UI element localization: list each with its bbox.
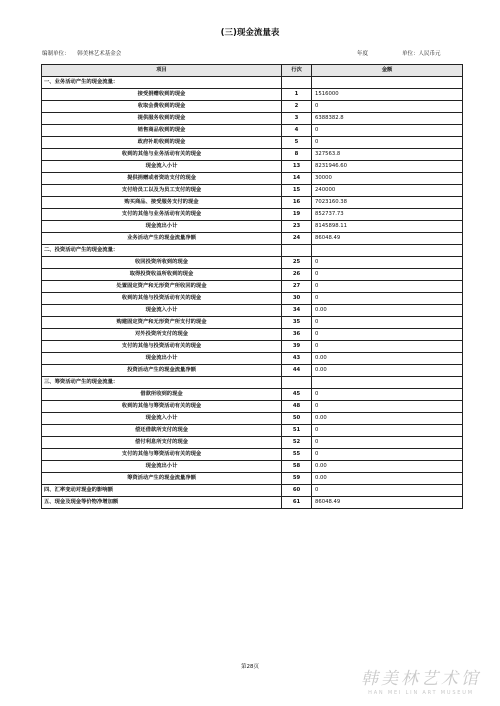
line-number-cell: 8 [282, 149, 312, 161]
amount-cell: 0.00 [312, 413, 463, 425]
table-row [42, 209, 463, 221]
amount-cell: 0 [312, 293, 463, 305]
table-row [42, 437, 463, 449]
amount-cell: 0 [312, 329, 463, 341]
line-number-cell: 60 [282, 485, 312, 497]
line-number-cell: 43 [282, 353, 312, 365]
page-title: (三)现金流量表 [220, 28, 280, 38]
item-cell: 支付的其他与投资活动有关的现金 [42, 341, 282, 353]
table-row [42, 389, 463, 401]
table-row [42, 173, 463, 185]
line-number-cell: 51 [282, 425, 312, 437]
section-row [42, 77, 463, 89]
line-number-cell: 34 [282, 305, 312, 317]
amount-cell: 86048.49 [312, 233, 463, 245]
item-cell: 偿付利息所支付的现金 [42, 437, 282, 449]
line-number-cell: 14 [282, 173, 312, 185]
amount-cell: 0 [312, 269, 463, 281]
line-number-cell: 35 [282, 317, 312, 329]
section-row [42, 497, 463, 509]
table-row [42, 461, 463, 473]
section-row [42, 245, 463, 257]
amount-cell: 0.00 [312, 461, 463, 473]
line-number-cell: 45 [282, 389, 312, 401]
table-row [42, 197, 463, 209]
line-number-cell [282, 77, 312, 89]
table-row [42, 89, 463, 101]
cash-flow-table [41, 64, 463, 509]
amount-cell: 86048.49 [312, 497, 463, 509]
item-cell: 一、业务活动产生的现金流量： [42, 77, 282, 89]
table-row [42, 317, 463, 329]
section-row [42, 485, 463, 497]
item-cell: 取得投资收益所收到的现金 [42, 269, 282, 281]
line-number-cell: 24 [282, 233, 312, 245]
table-row [42, 113, 463, 125]
table-row [42, 353, 463, 365]
item-cell: 四、汇率变动对现金的影响额 [42, 485, 282, 497]
table-row [42, 185, 463, 197]
line-number-cell: 30 [282, 293, 312, 305]
compiling-unit [42, 49, 121, 57]
table-row [42, 149, 463, 161]
amount-cell: 0 [312, 281, 463, 293]
item-cell: 接受捐赠收到的现金 [42, 89, 282, 101]
amount-cell: 8145898.11 [312, 221, 463, 233]
item-cell: 现金流入小计 [42, 161, 282, 173]
item-cell: 二、投资活动产生的现金流量： [42, 245, 282, 257]
page-number: 第28页 [241, 664, 259, 670]
line-number-cell: 61 [282, 497, 312, 509]
amount-cell: 0 [312, 257, 463, 269]
item-cell: 现金流入小计 [42, 413, 282, 425]
item-cell: 购买商品、接受服务支付的现金 [42, 197, 282, 209]
line-number-cell: 27 [282, 281, 312, 293]
amount-cell: 0.00 [312, 353, 463, 365]
column-header-item: 项目 [42, 65, 282, 77]
item-cell: 借款所收到的现金 [42, 389, 282, 401]
line-number-cell: 5 [282, 137, 312, 149]
amount-cell: 0 [312, 125, 463, 137]
amount-cell: 0 [312, 485, 463, 497]
line-number-cell: 39 [282, 341, 312, 353]
line-number-cell [282, 377, 312, 389]
item-cell: 投资活动产生的现金流量净额 [42, 365, 282, 377]
item-cell: 购建固定资产和无形资产所支付的现金 [42, 317, 282, 329]
line-number-cell: 59 [282, 473, 312, 485]
table-row [42, 305, 463, 317]
amount-cell: 0 [312, 317, 463, 329]
museum-watermark [356, 664, 486, 696]
amount-cell: 0 [312, 425, 463, 437]
item-cell: 收取会费收到的现金 [42, 101, 282, 113]
watermark-english: HAN MEI LIN ART MUSEUM [368, 690, 474, 696]
table-row [42, 269, 463, 281]
table-row [42, 449, 463, 461]
amount-cell: 6388382.8 [312, 113, 463, 125]
table-row [42, 281, 463, 293]
line-number-cell: 52 [282, 437, 312, 449]
item-cell: 业务活动产生的现金流量净额 [42, 233, 282, 245]
line-number-cell: 4 [282, 125, 312, 137]
amount-cell: 0.00 [312, 305, 463, 317]
amount-cell [312, 77, 463, 89]
item-cell: 收回投资所收到的现金 [42, 257, 282, 269]
line-number-cell: 44 [282, 365, 312, 377]
column-header-amount: 金额 [312, 65, 463, 77]
year-label: 年度 [357, 51, 369, 57]
line-number-cell: 16 [282, 197, 312, 209]
item-cell: 收到的其他与业务活动有关的现金 [42, 149, 282, 161]
table-row [42, 257, 463, 269]
line-number-cell: 1 [282, 89, 312, 101]
amount-cell: 30000 [312, 173, 463, 185]
item-cell: 筹资活动产生的现金流量净额 [42, 473, 282, 485]
amount-cell: 0 [312, 137, 463, 149]
table-row [42, 293, 463, 305]
table-row [42, 473, 463, 485]
amount-cell: 240000 [312, 185, 463, 197]
line-number-cell: 15 [282, 185, 312, 197]
line-number-cell: 50 [282, 413, 312, 425]
table-row [42, 233, 463, 245]
amount-cell: 0 [312, 437, 463, 449]
line-number-cell: 13 [282, 161, 312, 173]
item-cell: 销售商品收到的现金 [42, 125, 282, 137]
item-cell: 偿还借款所支付的现金 [42, 425, 282, 437]
line-number-cell: 25 [282, 257, 312, 269]
item-cell: 政府补助收到的现金 [42, 137, 282, 149]
table-row [42, 413, 463, 425]
amount-cell [312, 377, 463, 389]
table-header-row [42, 65, 463, 77]
table-row [42, 125, 463, 137]
currency-unit: 单位：人民币元 [402, 51, 441, 57]
item-cell: 提供捐赠或者资助支付的现金 [42, 173, 282, 185]
column-header-line: 行次 [282, 65, 312, 77]
amount-cell: 0 [312, 101, 463, 113]
line-number-cell: 2 [282, 101, 312, 113]
item-cell: 支付的其他与业务活动有关的现金 [42, 209, 282, 221]
table-row [42, 425, 463, 437]
amount-cell: 7023160.38 [312, 197, 463, 209]
watermark-chinese: 韩美林艺术馆 [361, 669, 481, 689]
line-number-cell: 3 [282, 113, 312, 125]
line-number-cell: 23 [282, 221, 312, 233]
amount-cell: 0 [312, 389, 463, 401]
table-row [42, 137, 463, 149]
line-number-cell: 26 [282, 269, 312, 281]
table-row [42, 341, 463, 353]
amount-cell: 0 [312, 401, 463, 413]
item-cell: 支付给员工以及为员工支付的现金 [42, 185, 282, 197]
amount-cell: 1516000 [312, 89, 463, 101]
item-cell: 对外投资所支付的现金 [42, 329, 282, 341]
amount-cell: 0 [312, 341, 463, 353]
table-row [42, 365, 463, 377]
compiling-unit-name: 韩美林艺术基金会 [77, 51, 122, 57]
amount-cell: 8231946.60 [312, 161, 463, 173]
item-cell: 五、现金及现金等价物净增加额 [42, 497, 282, 509]
table-row [42, 221, 463, 233]
item-cell: 提供服务收到的现金 [42, 113, 282, 125]
item-cell: 收到的其他与筹资活动有关的现金 [42, 401, 282, 413]
amount-cell [312, 245, 463, 257]
line-number-cell: 55 [282, 449, 312, 461]
line-number-cell: 48 [282, 401, 312, 413]
item-cell: 现金流出小计 [42, 221, 282, 233]
table-row [42, 101, 463, 113]
item-cell: 三、筹资活动产生的现金流量： [42, 377, 282, 389]
line-number-cell: 36 [282, 329, 312, 341]
item-cell: 收到的其他与投资活动有关的现金 [42, 293, 282, 305]
amount-cell: 0 [312, 449, 463, 461]
table-row [42, 401, 463, 413]
item-cell: 现金流出小计 [42, 353, 282, 365]
item-cell: 处置固定资产和无形资产所收回的现金 [42, 281, 282, 293]
item-cell: 现金流入小计 [42, 305, 282, 317]
compiling-unit-label: 编制单位： [42, 51, 70, 57]
amount-cell: 0.00 [312, 365, 463, 377]
line-number-cell: 19 [282, 209, 312, 221]
amount-cell: 0.00 [312, 473, 463, 485]
line-number-cell: 58 [282, 461, 312, 473]
section-row [42, 377, 463, 389]
line-number-cell [282, 245, 312, 257]
amount-cell: 327563.8 [312, 149, 463, 161]
item-cell: 现金流出小计 [42, 461, 282, 473]
table-row [42, 329, 463, 341]
table-row [42, 161, 463, 173]
amount-cell: 852737.73 [312, 209, 463, 221]
item-cell: 支付的其他与筹资活动有关的现金 [42, 449, 282, 461]
